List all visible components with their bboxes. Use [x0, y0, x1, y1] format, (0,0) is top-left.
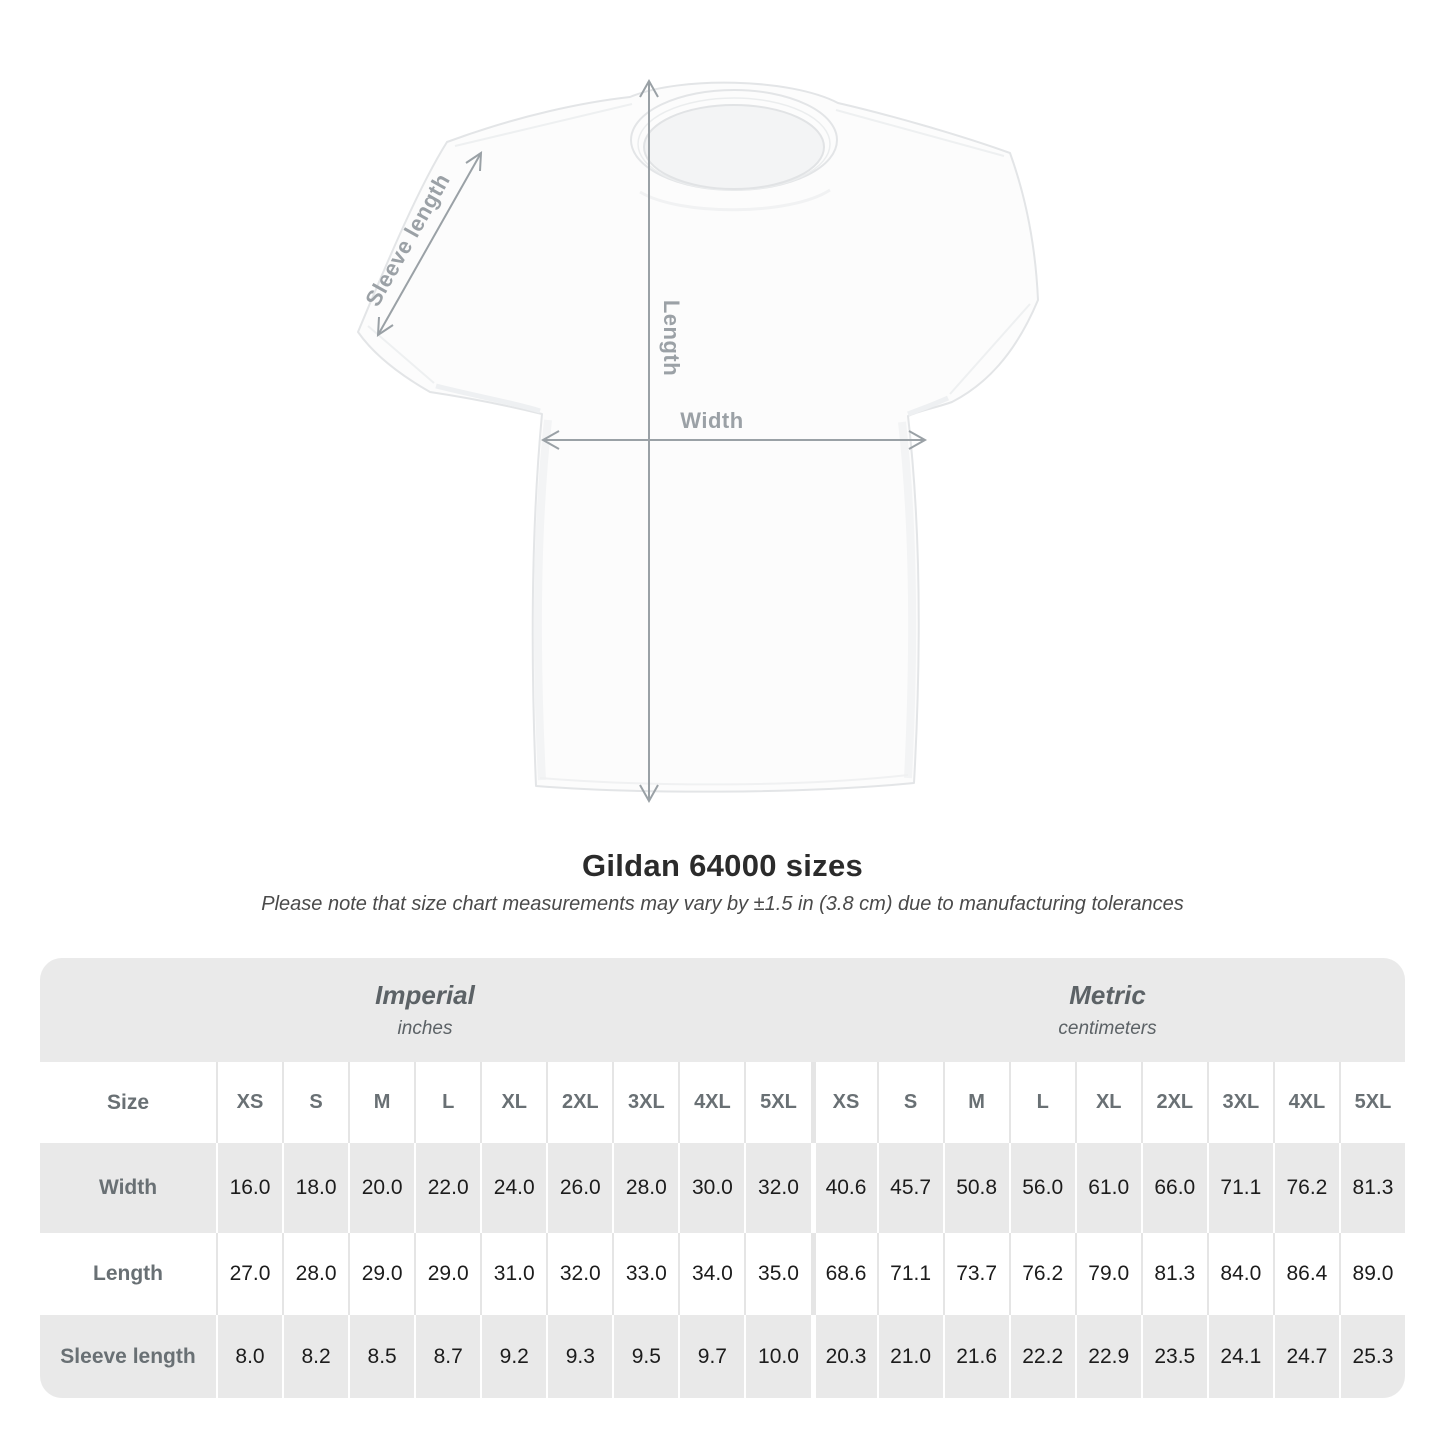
imperial-header-s: S	[282, 1062, 348, 1143]
length-row	[40, 1233, 1405, 1315]
metric-header-m: M	[943, 1062, 1009, 1143]
width-metric-s: 45.7	[877, 1143, 943, 1233]
metric-header-l: L	[1009, 1062, 1075, 1143]
size-table	[40, 958, 1405, 1398]
sleeve-metric-xs: 20.3	[811, 1315, 877, 1398]
width-imperial-l: 22.0	[414, 1143, 480, 1233]
width-metric-2xl: 66.0	[1141, 1143, 1207, 1233]
collar-opening	[644, 105, 824, 189]
length-imperial-2xl: 32.0	[546, 1233, 612, 1315]
width-metric-5xl: 81.3	[1339, 1143, 1405, 1233]
width-imperial-m: 20.0	[348, 1143, 414, 1233]
metric-header-xs: XS	[811, 1062, 877, 1143]
length-imperial-l: 29.0	[414, 1233, 480, 1315]
imperial-section-header	[40, 958, 810, 1062]
sleeve-metric-4xl: 24.7	[1273, 1315, 1339, 1398]
width-imperial-3xl: 28.0	[612, 1143, 678, 1233]
length-metric-3xl: 84.0	[1207, 1233, 1273, 1315]
length-imperial-m: 29.0	[348, 1233, 414, 1315]
length-imperial-xs: 27.0	[216, 1233, 282, 1315]
imperial-subtitle: inches	[397, 1018, 453, 1039]
sleeve-imperial-4xl: 9.7	[678, 1315, 744, 1398]
row-label-width: Width	[98, 1176, 158, 1199]
length-metric-xs: 68.6	[811, 1233, 877, 1315]
metric-header-5xl: 5XL	[1339, 1062, 1405, 1143]
tolerance-note: Please note that size chart measurements may vary by ±1.5 in (3.8 cm) due to manufacturing tolerances	[261, 893, 1184, 915]
sleeve-metric-3xl: 24.1	[1207, 1315, 1273, 1398]
imperial-title: Imperial	[375, 980, 475, 1010]
width-imperial-5xl: 32.0	[744, 1143, 810, 1233]
length-metric-m: 73.7	[943, 1233, 1009, 1315]
width-metric-xs: 40.6	[811, 1143, 877, 1233]
size-header-row	[40, 1062, 1405, 1143]
length-imperial-4xl: 34.0	[678, 1233, 744, 1315]
metric-header-xl: XL	[1075, 1062, 1141, 1143]
sleeve-imperial-m: 8.5	[348, 1315, 414, 1398]
width-metric-3xl: 71.1	[1207, 1143, 1273, 1233]
row-label-length: Length	[93, 1262, 163, 1285]
length-metric-xl: 79.0	[1075, 1233, 1141, 1315]
width-imperial-xs: 16.0	[216, 1143, 282, 1233]
sleeve-metric-5xl: 25.3	[1339, 1315, 1405, 1398]
imperial-header-2xl: 2XL	[546, 1062, 612, 1143]
sleeve-imperial-3xl: 9.5	[612, 1315, 678, 1398]
metric-header-3xl: 3XL	[1207, 1062, 1273, 1143]
width-metric-l: 56.0	[1009, 1143, 1075, 1233]
unit-header-band	[40, 958, 1405, 1062]
width-label: Width	[680, 408, 744, 433]
imperial-header-m: M	[348, 1062, 414, 1143]
metric-header-s: S	[877, 1062, 943, 1143]
sleeve-length-row	[40, 1315, 1405, 1398]
imperial-header-xs: XS	[216, 1062, 282, 1143]
sleeve-length-label: Sleeve length	[360, 169, 455, 311]
imperial-header-l: L	[414, 1062, 480, 1143]
width-imperial-xl: 24.0	[480, 1143, 546, 1233]
size-column-header: Size	[106, 1090, 150, 1114]
metric-section-header	[810, 958, 1405, 1062]
sleeve-imperial-5xl: 10.0	[744, 1315, 810, 1398]
length-imperial-3xl: 33.0	[612, 1233, 678, 1315]
width-row	[40, 1143, 1405, 1233]
imperial-header-xl: XL	[480, 1062, 546, 1143]
sleeve-metric-xl: 22.9	[1075, 1315, 1141, 1398]
page-title: Gildan 64000 sizes	[581, 848, 864, 883]
width-metric-4xl: 76.2	[1273, 1143, 1339, 1233]
metric-subtitle: centimeters	[1058, 1018, 1157, 1039]
length-label: Length	[659, 299, 684, 377]
metric-header-4xl: 4XL	[1273, 1062, 1339, 1143]
length-metric-5xl: 89.0	[1339, 1233, 1405, 1315]
length-metric-s: 71.1	[877, 1233, 943, 1315]
sleeve-metric-2xl: 23.5	[1141, 1315, 1207, 1398]
width-metric-m: 50.8	[943, 1143, 1009, 1233]
length-imperial-s: 28.0	[282, 1233, 348, 1315]
length-imperial-5xl: 35.0	[744, 1233, 810, 1315]
length-imperial-xl: 31.0	[480, 1233, 546, 1315]
imperial-header-5xl: 5XL	[744, 1062, 810, 1143]
length-metric-l: 76.2	[1009, 1233, 1075, 1315]
sleeve-metric-m: 21.6	[943, 1315, 1009, 1398]
length-metric-2xl: 81.3	[1141, 1233, 1207, 1315]
sleeve-imperial-s: 8.2	[282, 1315, 348, 1398]
width-metric-xl: 61.0	[1075, 1143, 1141, 1233]
width-imperial-s: 18.0	[282, 1143, 348, 1233]
imperial-header-3xl: 3XL	[612, 1062, 678, 1143]
metric-title: Metric	[1069, 980, 1146, 1010]
length-metric-4xl: 86.4	[1273, 1233, 1339, 1315]
sleeve-imperial-xs: 8.0	[216, 1315, 282, 1398]
sleeve-metric-s: 21.0	[877, 1315, 943, 1398]
row-label-sleeve-length: Sleeve length	[60, 1344, 196, 1368]
sleeve-imperial-xl: 9.2	[480, 1315, 546, 1398]
sleeve-metric-l: 22.2	[1009, 1315, 1075, 1398]
sleeve-imperial-l: 8.7	[414, 1315, 480, 1398]
sleeve-imperial-2xl: 9.3	[546, 1315, 612, 1398]
width-imperial-2xl: 26.0	[546, 1143, 612, 1233]
width-imperial-4xl: 30.0	[678, 1143, 744, 1233]
metric-header-2xl: 2XL	[1141, 1062, 1207, 1143]
imperial-header-4xl: 4XL	[678, 1062, 744, 1143]
